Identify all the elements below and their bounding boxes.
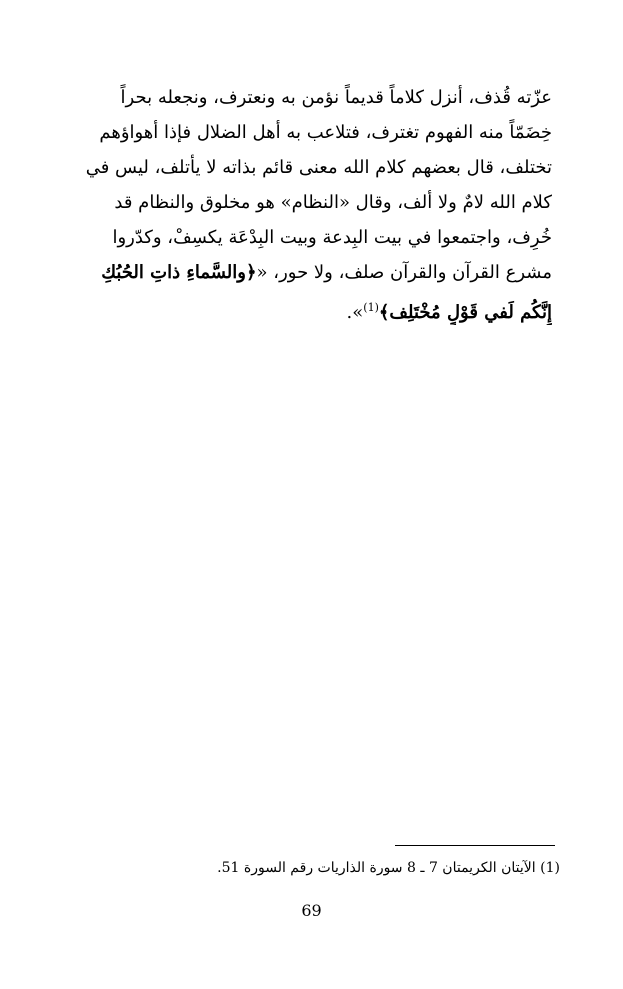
text-line-2: خِضَمّاً منه الفهوم تغترف، فتلاعب به أهل الضلال فإذا أهواؤهم: [99, 122, 552, 143]
text-line-6: [80, 255, 552, 290]
text-line-5: خُرِف، واجتمعوا في بيت البِدعة وبيت البِدْعَة يكسِفْ، وكدّروا: [112, 227, 552, 248]
text-line-6-plain: مشرع القرآن والقرآن صلف، ولا حور، «: [256, 262, 552, 283]
quran-verse-part-2: إِنَّكُم لَفي قَوْلٍ مُخْتَلِف﴾: [378, 302, 552, 323]
footnote-marker: (1): [540, 860, 560, 876]
text-line-4: كلام الله لامٌ ولا ألف، وقال «النظام» هو مخلوق والنظام قد: [114, 192, 552, 213]
text-line-7: [80, 290, 552, 325]
footnote-divider: [395, 845, 555, 846]
main-paragraph: [80, 80, 552, 325]
page-number: 69: [301, 901, 322, 920]
text-line-7-tail: ».: [346, 302, 364, 323]
text-line-3: تختلف، قال بعضهم كلام الله معنى قائم بذاته لا يأتلف، ليس في: [85, 157, 552, 178]
footnote-text: الآيتان الكريمتان 7 ـ 8 سورة الذاريات رقم السورة 51.: [217, 860, 536, 876]
text-line-1: عزّته قُذف، أنزل كلاماً قديماً نؤمن به ونعترف، ونجعله بحراً: [120, 87, 552, 108]
quran-verse-part-1: ﴿والسَّماءِ ذاتِ الحُبُكِ: [101, 262, 257, 283]
footnote: [110, 858, 560, 878]
footnote-reference: (1): [363, 301, 379, 314]
